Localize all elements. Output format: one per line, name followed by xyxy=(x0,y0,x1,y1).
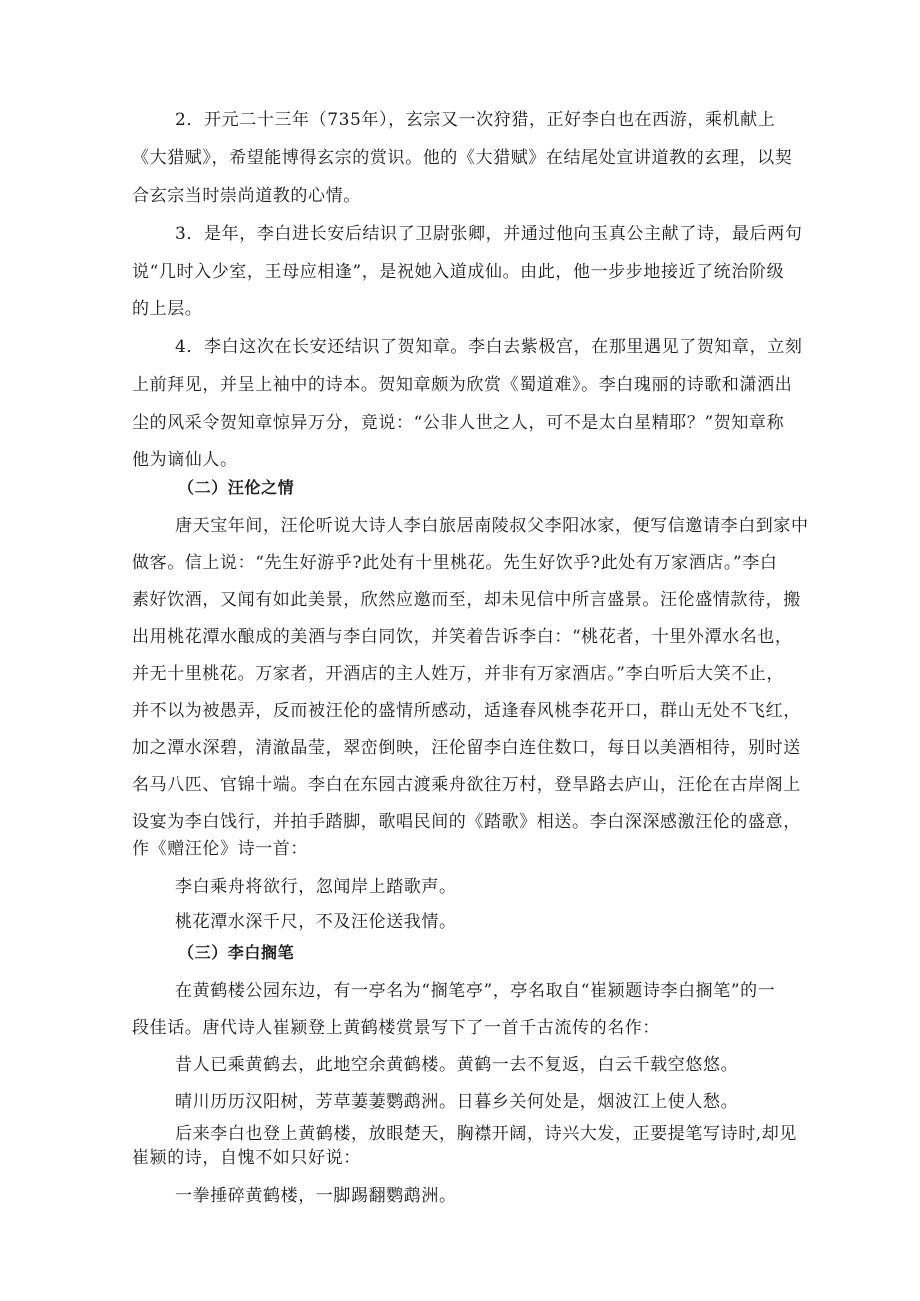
gb-line-2: 段佳话。唐代诗人崔颍登上黄鹤楼赏景写下了一首千古流传的名作： xyxy=(132,1018,660,1038)
wl-line-5: 并无十里桃花。万家者，开酒店的主人姓万，并非有万家酒店。”李白听后大笑不止， xyxy=(132,664,784,684)
wl-line-4: 出用桃花潭水酿成的美酒与李白同饮，并笑着告诉李白：“桃花者，十里外潭水名也， xyxy=(132,627,793,647)
section-heading-wanglun: （二）汪伦之情 xyxy=(178,478,295,497)
p3-line-3: 的上层。 xyxy=(132,299,203,319)
wl-line-1: 唐天宝年间，汪伦听说大诗人李白旅居南陵叔父李阳冰家，便写信邀请李白到家中 xyxy=(175,516,809,536)
wl-line-7: 加之潭水深碧，清澈晶莹，翠峦倒映，汪伦留李白连住数口，每日以美酒相待，别时送 xyxy=(132,738,801,758)
wl-line-2: 做客。信上说：“先生好游乎?此处有十里桃花。先生好饮乎?此处有万家酒店。”李白 xyxy=(132,553,778,573)
gb-line-4: 崔颍的诗，自愧不如只好说： xyxy=(132,1148,361,1168)
wl-line-6: 并不以为被愚弄，反而被汪伦的盛情所感动，适逢春风桃李花开口，群山无处不飞红， xyxy=(132,701,801,721)
p4-line-2: 上前拜见，并呈上袖中的诗本。贺知章颇为欣赏《蜀道难》。李白瑰丽的诗歌和潇洒出 xyxy=(132,375,793,395)
p3-line-2: 说“几时入少室，王母应相逢”，是祝她入道成仙。由此，他一步步地接近了统治阶级 xyxy=(132,262,785,282)
p2-line-3: 合玄宗当时崇尚道教的心情。 xyxy=(132,186,361,206)
cui-poem-line-2: 晴川历历汉阳树，芳草萋萋鹦鹉洲。日暮乡关何处是，烟波江上使人愁。 xyxy=(175,1092,739,1112)
p4-line-4: 他为谪仙人。 xyxy=(132,450,238,470)
gb-line-1: 在黄鹤楼公园东边，有一亭名为“搁笔亭”，亭名取自“崔颍题诗李白搁笔”的一 xyxy=(175,981,776,1001)
libai-quote-line: 一拳捶碎黄鹤楼，一脚踢翻鹦鹉洲。 xyxy=(175,1186,457,1206)
wl-line-9: 设宴为李白饯行，并拍手踏脚，歌唱民间的《踏歌》相送。李白深深感激汪伦的盛意， xyxy=(132,812,801,832)
p4-line-1: 4．李白这次在长安还结识了贺知章。李白去紫极宫，在那里遇见了贺知章，立刻 xyxy=(175,337,803,357)
wl-line-10: 作《赠汪伦》诗一首： xyxy=(132,839,308,859)
poem-line-2: 桃花潭水深千尺，不及汪伦送我情。 xyxy=(175,912,457,932)
section-heading-gebi: （三）李白搁笔 xyxy=(178,943,295,962)
poem-line-1: 李白乘舟将欲行，忽闻岸上踏歌声。 xyxy=(175,877,457,897)
gb-line-3: 后来李白也登上黄鹤楼，放眼楚天，胸襟开阔，诗兴大发，正要提笔写诗时,却见 xyxy=(175,1124,798,1144)
wl-line-8: 名马八匹、官锦十端。李白在东园古渡乘舟欲往万村，登旱路去庐山，汪伦在古岸阁上 xyxy=(132,775,801,795)
wl-line-3: 素好饮酒，又闻有如此美景，欣然应邀而至，却未见信中所言盛景。汪伦盛情款待，搬 xyxy=(132,590,801,610)
p4-line-3: 尘的风采令贺知章惊异万分，竟说：“公非人世之人，可不是太白星精耶？”贺知章称 xyxy=(132,413,785,433)
p3-line-1: 3．是年，李白进长安后结识了卫尉张卿，并通过他向玉真公主献了诗，最后两句 xyxy=(175,224,803,244)
cui-poem-line-1: 昔人已乘黄鹤去，此地空余黄鹤楼。黄鹤一去不复返，白云千载空悠悠。 xyxy=(175,1055,739,1075)
p2-line-2: 《大猎赋》，希望能博得玄宗的赏识。他的《大猎赋》在结尾处宣讲道教的玄理，以契 xyxy=(132,148,793,168)
p2-line-1: 2．开元二十三年（735年），玄宗又一次狩猎，正好李白也在西游，乘机献上 xyxy=(175,110,776,130)
